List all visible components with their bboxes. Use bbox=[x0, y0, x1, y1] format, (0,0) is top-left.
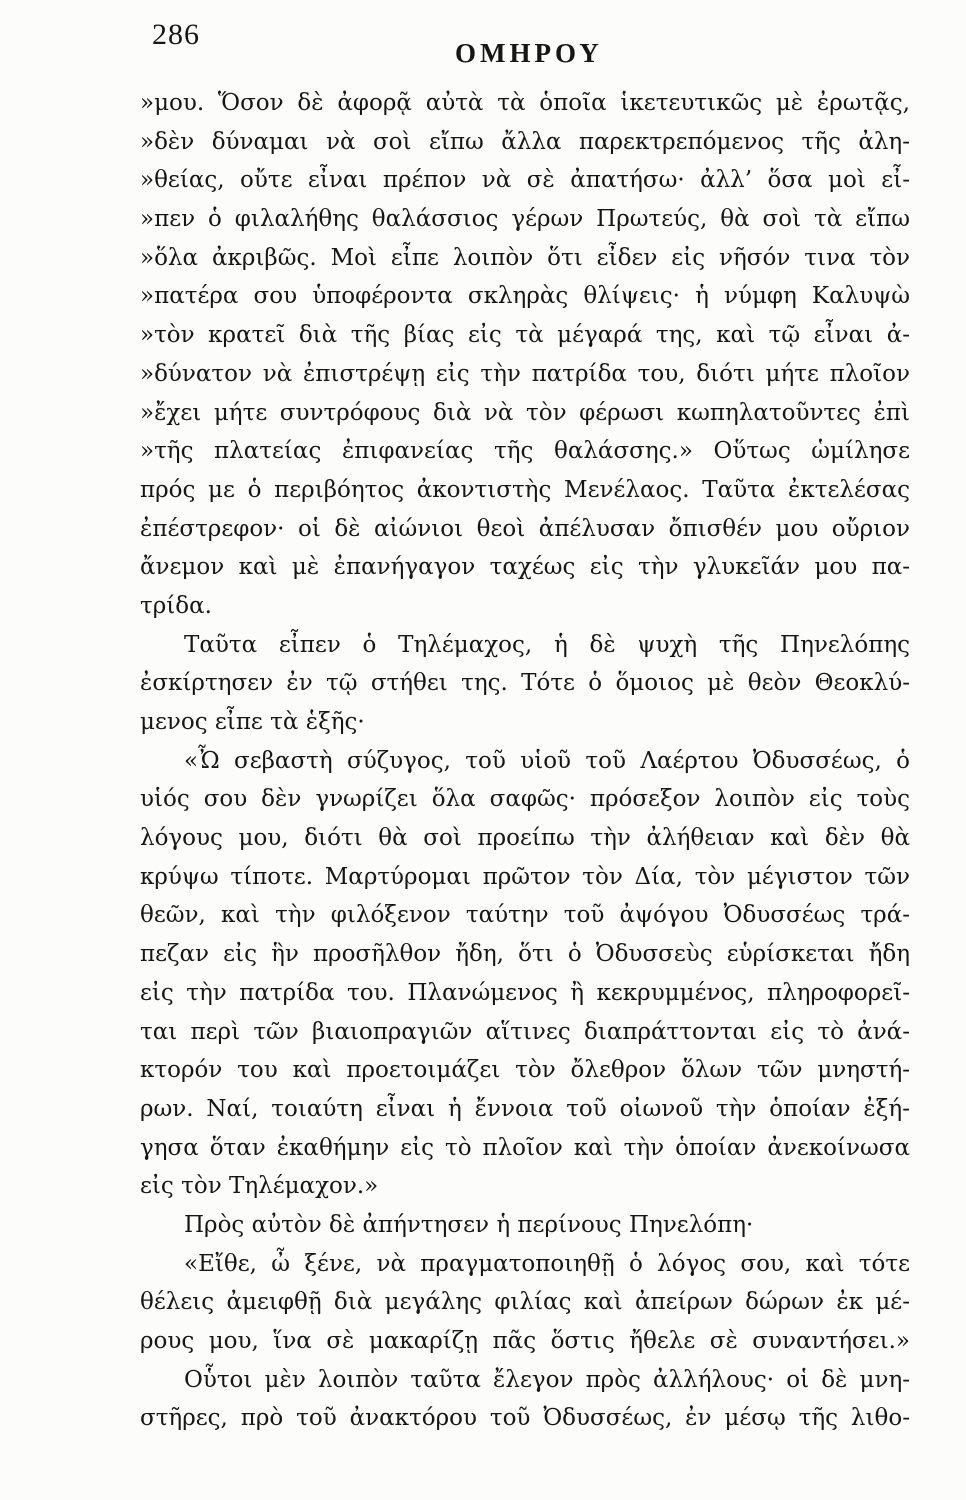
text-line: Πρὸς αὐτὸν δὲ ἀπήντησεν ἡ περίνους Πηνελόπη· bbox=[184, 1211, 754, 1238]
text-line: εἰς τὴν πατρίδα του. Πλανώμενος ἢ κεκρυμμένος, πληροφορεῖ- bbox=[140, 979, 910, 1006]
text-line: »ὅλα ἀκριβῶς. Μοὶ εἶπε λοιπὸν ὅτι εἶδεν εἰς νῆσόν τινα τὸν bbox=[140, 244, 910, 271]
text-line: «Εἴθε, ὦ ξένε, νὰ πραγματοποιηθῇ ὁ λόγος σου, καὶ τότε bbox=[184, 1250, 910, 1277]
text-line: λόγους μου, διότι θὰ σοὶ προείπω τὴν ἀλήθειαν καὶ δὲν θὰ bbox=[140, 825, 910, 852]
paragraph bbox=[140, 84, 910, 626]
text-line: ἄνεμον καὶ μὲ ἐπανήγαγον ταχέως εἰς τὴν γλυκεῖάν μου πα- bbox=[140, 554, 910, 581]
text-line: Ταῦτα εἶπεν ὁ Τηλέμαχος, ἡ δὲ ψυχὴ τῆς Πηνελόπης bbox=[184, 631, 910, 658]
text-line: κρύψω τίποτε. Μαρτύρομαι πρῶτον τὸν Δία, τὸν μέγιστον τῶν bbox=[140, 863, 910, 890]
text-line: »ἔχει μήτε συντρόφους διὰ νὰ τὸν φέρωσι κωπηλατοῦντες ἐπὶ bbox=[140, 399, 910, 426]
text-line: στῆρες, πρὸ τοῦ ἀνακτόρου τοῦ Ὀδυσσέως, ἐν μέσῳ τῆς λιθο- bbox=[140, 1405, 910, 1432]
text-line: μενος εἶπε τὰ ἑξῆς· bbox=[140, 709, 365, 735]
text-line: κτορόν του καὶ προετοιμάζει τὸν ὄλεθρον ὅλων τῶν μνηστή- bbox=[140, 1057, 910, 1084]
text-line: »μου. Ὅσον δὲ ἀφορᾷ αὐτὰ τὰ ὁποῖα ἱκετευτικῶς μὲ ἐρωτᾷς, bbox=[140, 90, 910, 116]
text-line: »πεν ὁ φιλαλήθης θαλάσσιος γέρων Πρωτεύς, θὰ σοὶ τὰ εἴπω bbox=[140, 206, 910, 233]
text-line: »τὸν κρατεῖ διὰ τῆς βίας εἰς τὰ μέγαρά της, καὶ τῷ εἶναι ἀ- bbox=[140, 322, 910, 349]
text-line: πρός με ὁ περιβόητος ἀκοντιστὴς Μενέλαος. Ταῦτα ἐκτελέσας bbox=[140, 476, 910, 503]
text-line: ται περὶ τῶν βιαιοπραγιῶν αἵτινες διαπράττονται εἰς τὸ ἀνά- bbox=[140, 1018, 910, 1045]
paragraph bbox=[140, 626, 910, 742]
text-line: »τῆς πλατείας ἐπιφανείας τῆς θαλάσσης.» Οὕτως ὡμίλησε bbox=[140, 438, 910, 465]
page-number: 286 bbox=[152, 18, 200, 51]
text-line: »δύνατον νὰ ἐπιστρέψῃ εἰς τὴν πατρίδα του, διότι μήτε πλοῖον bbox=[140, 360, 910, 387]
text-line: ρων. Ναί, τοιαύτη εἶναι ἡ ἔννοια τοῦ οἰωνοῦ τὴν ὁποίαν ἐξή- bbox=[140, 1095, 910, 1122]
text-line: ἐπέστρεφον· οἱ δὲ αἰώνιοι θεοὶ ἀπέλυσαν ὄπισθέν μου οὔριον bbox=[140, 515, 910, 542]
text-line: θέλεις ἀμειφθῇ διὰ μεγάλης φιλίας καὶ ἀπείρων δώρων ἐκ μέ- bbox=[140, 1289, 910, 1316]
text-line: »πατέρα σου ὑποφέροντα σκληρὰς θλίψεις· ἡ νύμφη Καλυψὼ bbox=[140, 283, 910, 310]
text-line: γησα ὅταν ἐκαθήμην εἰς τὸ πλοῖον καὶ τὴν ὁποίαν ἀνεκοίνωσα bbox=[140, 1134, 910, 1161]
text-line: ἐσκίρτησεν ἐν τῷ στήθει της. Τότε ὁ ὅμοιος μὲ θεὸν Θεοκλύ- bbox=[140, 670, 910, 697]
text-line: εἰς τὸν Τηλέμαχον.» bbox=[140, 1173, 379, 1200]
text-line: θεῶν, καὶ τὴν φιλόξενον ταύτην τοῦ ἀψόγου Ὀδυσσέως τρά- bbox=[140, 902, 910, 929]
paragraph bbox=[140, 742, 910, 1206]
body-text bbox=[140, 84, 910, 1438]
text-line: πεζαν εἰς ἣν προσῆλθον ἤδη, ὅτι ὁ Ὀδυσσεὺς εὑρίσκεται ἤδη bbox=[140, 941, 910, 968]
text-line: υἱός σου δὲν γνωρίζει ὅλα σαφῶς· πρόσεξον λοιπὸν εἰς τοὺς bbox=[140, 786, 910, 813]
text-line: Οὗτοι μὲν λοιπὸν ταῦτα ἔλεγον πρὸς ἀλλήλους· οἱ δὲ μνη- bbox=[184, 1366, 910, 1393]
text-line: τρίδα. bbox=[140, 592, 212, 619]
text-line: »δὲν δύναμαι νὰ σοὶ εἴπω ἄλλα παρεκτρεπόμενος τῆς ἀλη- bbox=[140, 128, 910, 155]
paragraph bbox=[140, 1206, 910, 1245]
running-head: ΟΜΗΡΟΥ bbox=[455, 38, 603, 68]
text-line: »θείας, οὔτε εἶναι πρέπον νὰ σὲ ἀπατήσω· ἀλλ’ ὅσα μοὶ εἶ- bbox=[140, 167, 910, 194]
text-line: «Ὦ σεβαστὴ σύζυγος, τοῦ υἱοῦ τοῦ Λαέρτου Ὀδυσσέως, ὁ bbox=[184, 747, 910, 774]
text-line: ρους μου, ἵνα σὲ μακαρίζῃ πᾶς ὅστις ἤθελε σὲ συναντήσει.» bbox=[140, 1328, 910, 1354]
paragraph bbox=[140, 1245, 910, 1361]
paragraph bbox=[140, 1361, 910, 1438]
